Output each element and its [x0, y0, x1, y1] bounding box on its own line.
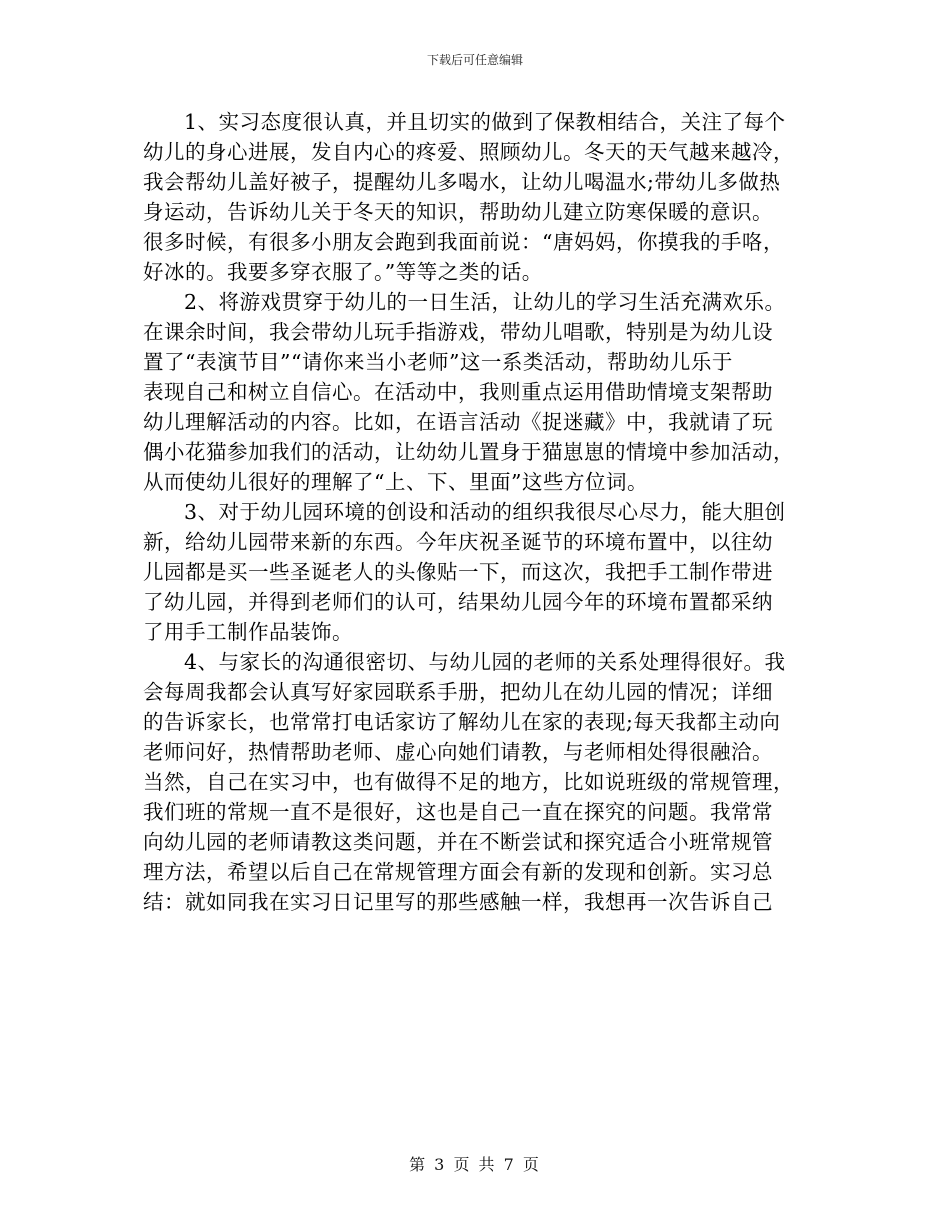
paragraph-line: 了用手工制作品装饰。 — [143, 620, 353, 644]
paragraph-line: 3、对于幼儿园环境的创设和活动的组织我很尽心尽力，能大胆创 — [184, 500, 786, 524]
paragraph-line: 儿园都是买一些圣诞老人的头像贴一下，而这次，我把手工制作带进 — [143, 560, 773, 584]
paragraph-1 — [143, 107, 808, 287]
page-number-footer: 第 3 页 共 7 页 — [409, 1155, 541, 1174]
paragraph-line: 2、将游戏贯穿于幼儿的一日生活，让幼儿的学习生活充满欢乐。 — [184, 290, 786, 314]
paragraph-line: 当然，自己在实习中，也有做得不足的地方，比如说班级的常规管理， — [143, 770, 794, 794]
paragraph-line: 会每周我都会认真写好家园联系手册，把幼儿在幼儿园的情况；详细 — [143, 680, 773, 704]
paragraph-4 — [143, 647, 808, 917]
paragraph-line: 幼儿的身心进展，发自内心的疼爱、照顾幼儿。冬天的天气越来越冷， — [143, 140, 794, 164]
paragraph-line: 好冰的。我要多穿衣服了。”等等之类的话。 — [143, 260, 543, 284]
paragraph-line: 我会帮幼儿盖好被子，提醒幼儿多喝水，让幼儿喝温水;带幼儿多做热 — [143, 170, 781, 194]
paragraph-line: 置了“表演节目”“请你来当小老师”这一系类活动，帮助幼儿乐于 — [143, 350, 733, 374]
paragraph-line: 的告诉家长，也常常打电话家访了解幼儿在家的表现;每天我都主动向 — [143, 710, 781, 734]
paragraph-line: 老师问好，热情帮助老师、虚心向她们请教，与老师相处得很融洽。 — [143, 740, 773, 764]
paragraph-line: 向幼儿园的老师请教这类问题，并在不断尝试和探究适合小班常规管 — [143, 830, 773, 854]
document-body — [143, 107, 808, 917]
paragraph-line: 4、与家长的沟通很密切、与幼儿园的老师的关系处理得很好。我 — [184, 650, 786, 674]
paragraph-2 — [143, 287, 808, 497]
paragraph-line: 表现自己和树立自信心。在活动中，我则重点运用借助情境支架帮助 — [143, 380, 773, 404]
paragraph-line: 幼儿理解活动的内容。比如，在语言活动《捉迷藏》中，我就请了玩 — [143, 410, 773, 434]
paragraph-line: 在课余时间，我会带幼儿玩手指游戏，带幼儿唱歌，特别是为幼儿设 — [143, 320, 773, 344]
paragraph-line: 了幼儿园，并得到老师们的认可，结果幼儿园今年的环境布置都采纳 — [143, 590, 773, 614]
paragraph-line: 偶小花猫参加我们的活动，让幼幼儿置身于猫崽崽的情境中参加活动， — [143, 440, 794, 464]
paragraph-line: 理方法，希望以后自己在常规管理方面会有新的发现和创新。实习总 — [143, 860, 773, 884]
paragraph-line: 我们班的常规一直不是很好，这也是自己一直在探究的问题。我常常 — [143, 800, 773, 824]
paragraph-line: 1、实习态度很认真，并且切实的做到了保教相结合，关注了每个 — [184, 110, 786, 134]
paragraph-3 — [143, 497, 808, 647]
paragraph-line: 很多时候，有很多小朋友会跑到我面前说：“唐妈妈，你摸我的手咯， — [143, 230, 784, 254]
paragraph-line: 新，给幼儿园带来新的东西。今年庆祝圣诞节的环境布置中，以往幼 — [143, 530, 773, 554]
page-header: 下载后可任意编辑 — [426, 53, 523, 67]
paragraph-line: 结：就如同我在实习日记里写的那些感触一样，我想再一次告诉自己 — [143, 890, 773, 914]
paragraph-line: 从而使幼儿很好的理解了“上、下、里面”这些方位词。 — [143, 470, 648, 494]
paragraph-line: 身运动，告诉幼儿关于冬天的知识，帮助幼儿建立防寒保暖的意识。 — [143, 200, 773, 224]
